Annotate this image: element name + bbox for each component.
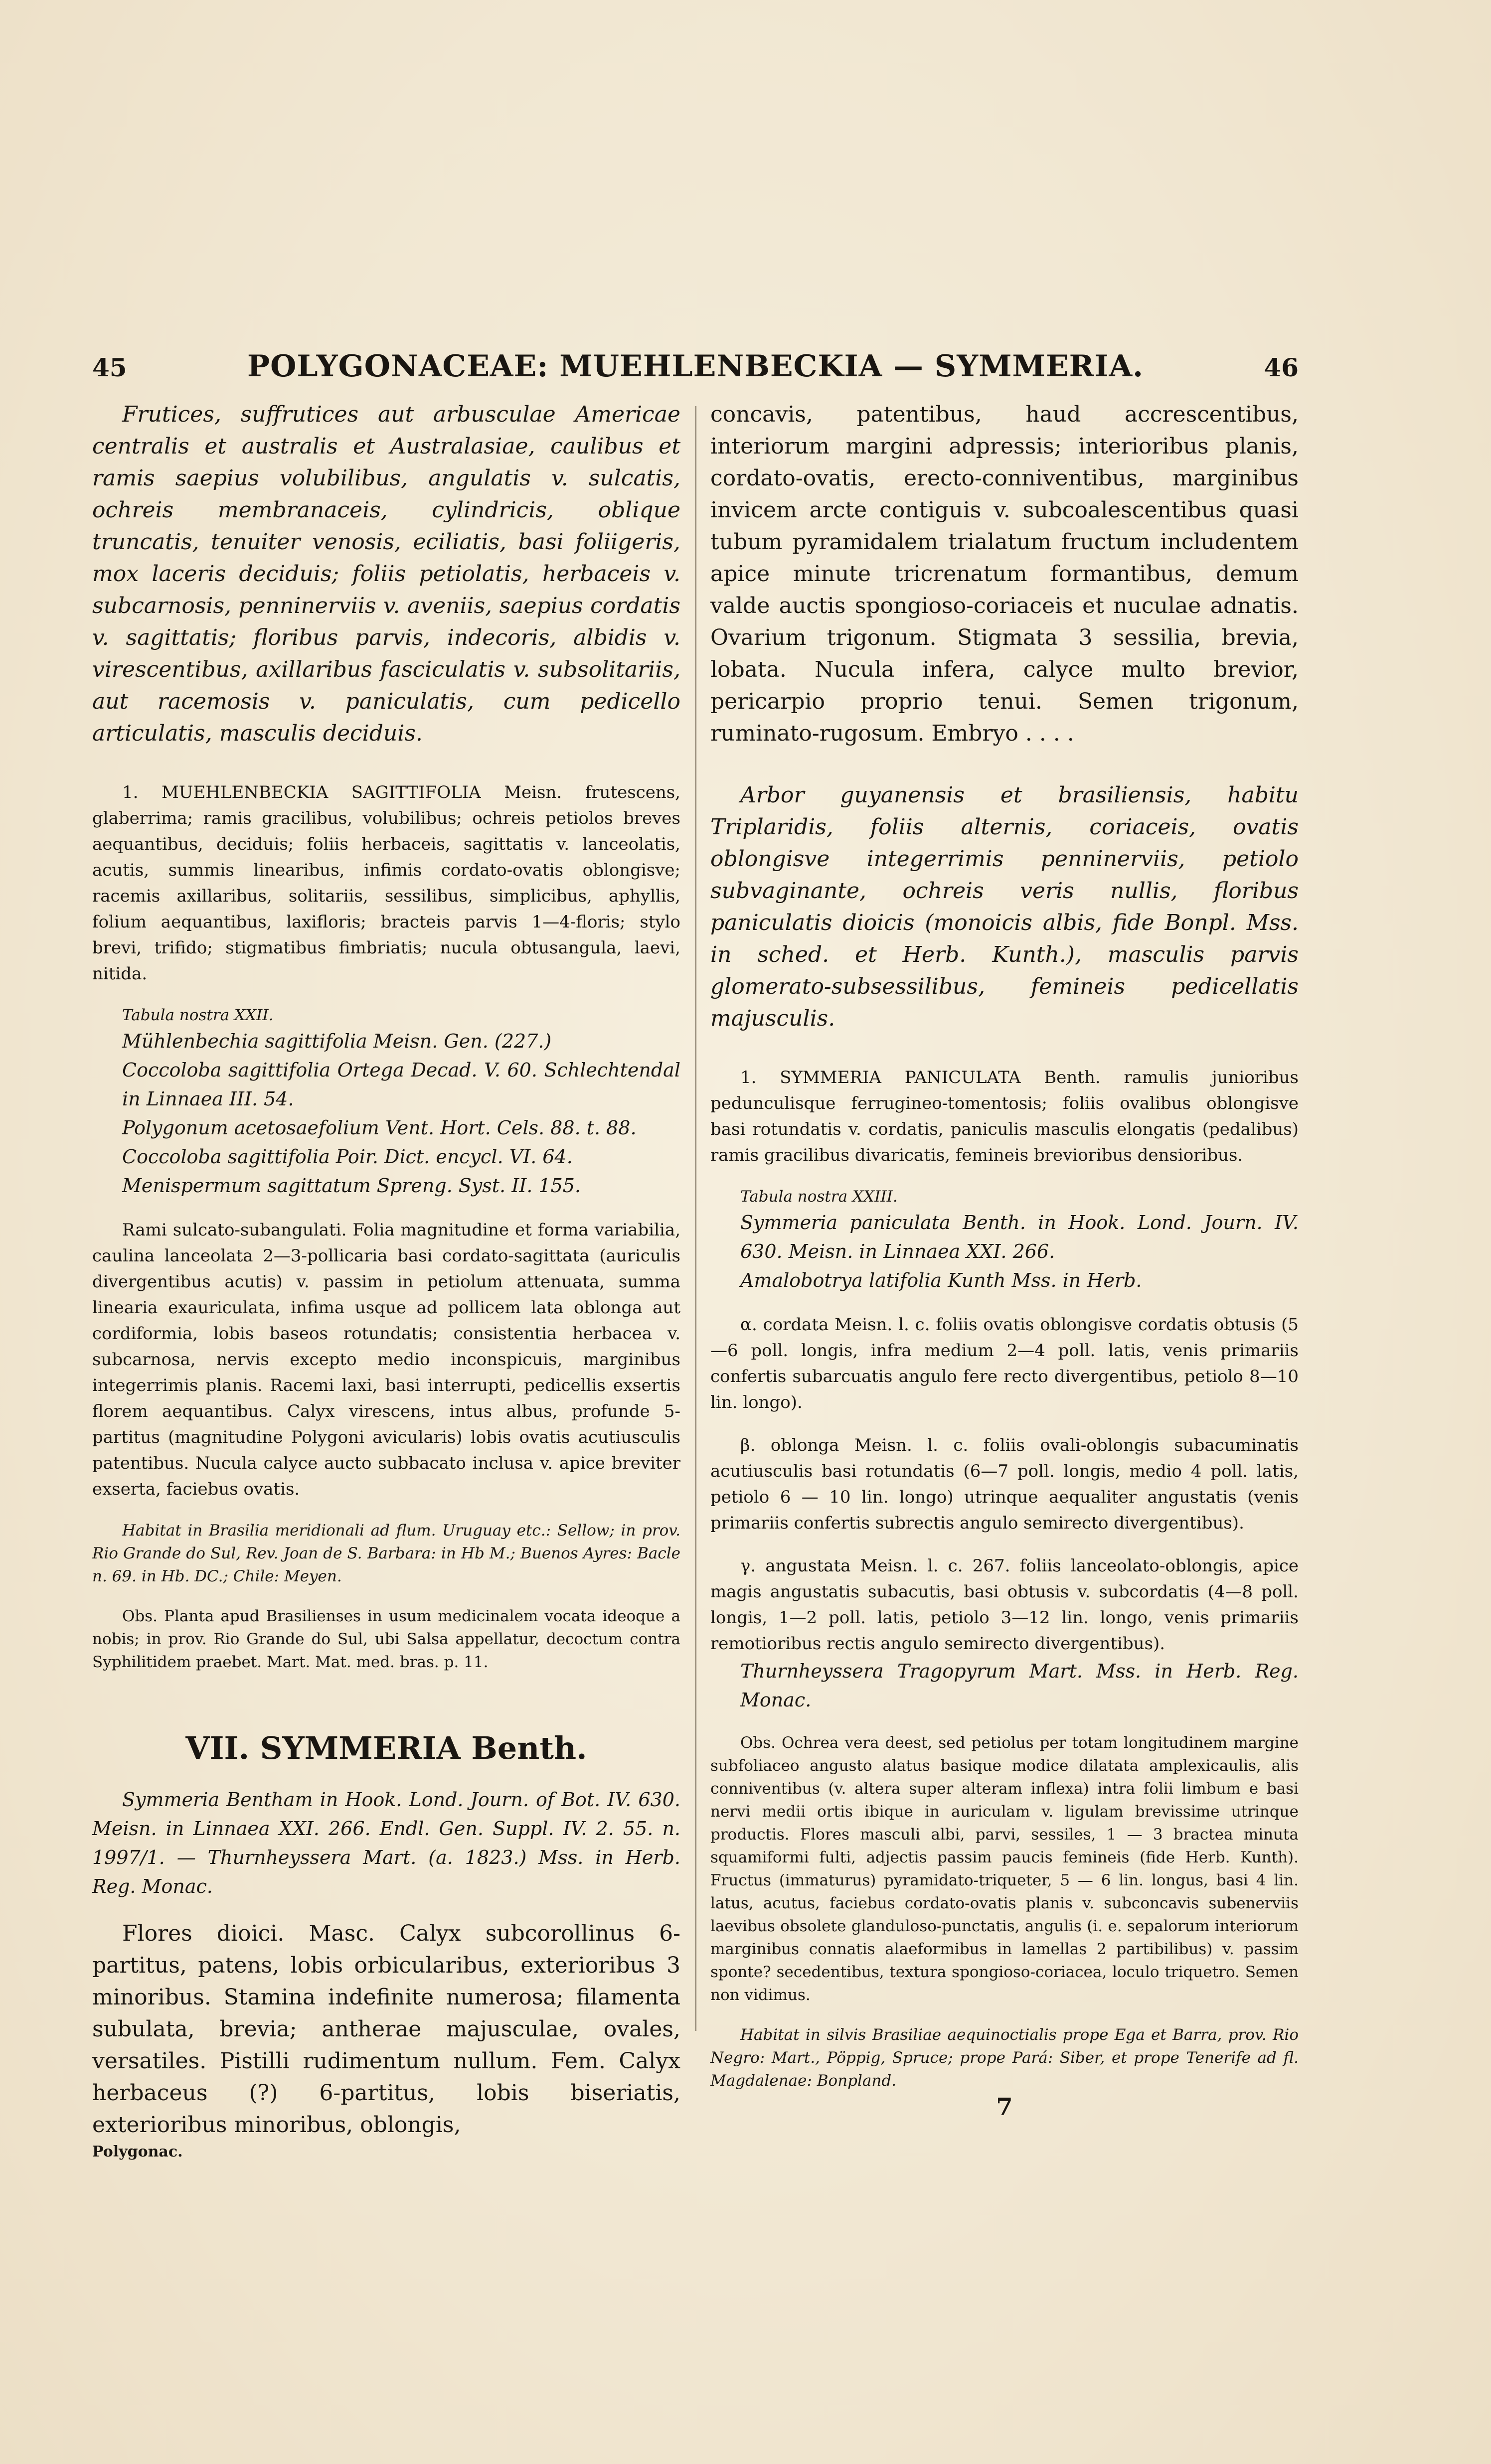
page-number-right: 46 <box>1264 353 1299 382</box>
tabula-reference: Tabula nostra XXIII. <box>740 1188 898 1206</box>
page-number-left: 45 <box>92 353 127 382</box>
genus-intro: Frutices, suffrutices aut arbusculae Americae centralis et australis et Australasiae, caulibus et ramis saepius volubilibus, angulatis v. sulcatis, ochreis membranaceis, cylindricis, oblique truncatis, tenuiter venosis, eciliatis, basi foliigeris, mox laceris deciduis; foliis petiolatis, herbaceis v. subcarnosis, penninerviis v. aveniis, saepius cordatis v. sagittatis; floribus parvis, indecoris, albidis v. virescentibus, axillaribus fasciculatis v. subsolitariis, aut racemosis v. paniculatis, cum pedicello articulatis, masculis deciduis. <box>92 402 680 746</box>
tabula-reference: Tabula nostra XXII. <box>122 1006 274 1024</box>
arbor-description: Arbor guyanensis et brasiliensis, habitu Triplaridis, foliis alternis, coriaceis, ovatis oblongisve integerrimis penninerviis, petiolo subvaginante, ochreis veris nullis, floribus paniculatis dioicis (monoicis albis, fide Bonpl. Mss. in sched. et Herb. Kunth.), masculis parvis glomerato-subsessilibus, femineis pedicellatis majusculis. <box>710 782 1299 1031</box>
left-column <box>92 399 680 2163</box>
genus-description-continued: concavis, patentibus, haud accrescentibus, interiorum margini adpressis; interioribus planis, cordato-ovatis, erecto-conniventibus, marginibus invicem arcte contiguis v. subcoalescentibus quasi tubum pyramidalem trialatum fructum includentem apice minute tricrenatum formantibus, demum valde auctis spongioso-coriaceis et nuculae adnatis. Ovarium trigonum. Stigmata 3 sessilia, brevia, lobata. Nucula infera, calyce multo brevior, pericarpio proprio tenui. Semen trigonum, ruminato-rugosum. Embryo . . . . <box>710 402 1299 746</box>
variety-alpha: α. cordata Meisn. l. c. foliis ovatis oblongisve cordatis obtusis (5—6 poll. longis, infra medium 2—4 poll. latis, venis primariis confertis subarcuatis angulo fere recto divergentibus, petiolo 8—10 lin. longo). <box>710 1315 1299 1412</box>
observation-note: Obs. Ochrea vera deest, sed petiolus per totam longitudinem margine subfoliaceo angusto alatus basique modice dilatata amplexicaulis, alis conniventibus (v. altera super alteram inflexa) intra folii limbum e basi nervi medii ortis ibique in auriculam v. ligulam brevissime utrinque productis. Flores masculi albi, parvi, sessiles, 1 — 3 bractea minuta squamiformi fulti, adjectis passim paucis femineis (fide Herb. Kunth). Fructus (immaturus) pyramidato-triqueter, 5 — 6 lin. longus, basi 4 lin. latus, acutus, faciebus cordato-ovatis planis v. subconcavis subenerviis laevibus obsolete glanduloso-punctatis, angulis (i. e. sepalorum interiorum marginibus connatis alaeformibus in lamellas 2 partibilibus) v. passim sponte? secedentibus, textura spongioso-coriacea, loculo triquetro. Semen non vidimus. <box>710 1734 1299 2004</box>
species-muehlenbeckia-sagittifolia: 1. MUEHLENBECKIA SAGITTIFOLIA Meisn. frutescens, glaberrima; ramis gracilibus, volubilibus; ochreis petiolos breves aequantibus, deciduis; foliis herbaceis, sagittatis v. lanceolatis, acutis, summis linearibus, infimis cordato-ovatis oblongisve; racemis axillaribus, solitariis, sessilibus, simplicibus, aphyllis, folium aequantibus, laxifloris; bracteis parvis 1—4-floris; stylo brevi, trifido; stigmatibus fimbriatis; nucula obtusangula, laevi, nitida. <box>92 782 680 984</box>
synonym: Menispermum sagittatum Spreng. Syst. II. 155. <box>122 1175 581 1197</box>
synonym: Thurnheyssera Tragopyrum Mart. Mss. in Herb. Reg. Monac. <box>740 1660 1299 1711</box>
synonym: Symmeria paniculata Benth. in Hook. Lond. Journ. IV. 630. Meisn. in Linnaea XXI. 266. <box>740 1212 1299 1262</box>
synonym: Polygonum acetosaefolium Vent. Hort. Cels. 88. t. 88. <box>122 1117 637 1139</box>
genus-heading: VII. SYMMERIA Benth. <box>185 1730 587 1766</box>
running-header <box>92 349 1299 389</box>
observation-note: Obs. Planta apud Brasilienses in usum medicinalem vocata ideoque a nobis; in prov. Rio Grande do Sul, ubi Salsa appellatur, decoctum contra Syphilitidem praebet. Mart. Mat. med. bras. p. 11. <box>92 1607 680 1671</box>
synonym: Coccoloba sagittifolia Poir. Dict. encycl. VI. 64. <box>122 1146 573 1168</box>
sheet-number: 7 <box>996 2093 1013 2121</box>
genus-references: Symmeria Bentham in Hook. Lond. Journ. of Bot. IV. 630. Meisn. in Linnaea XXI. 266. Endl. Gen. Suppl. IV. 2. 55. n. 1997/1. — Thurnheyssera Mart. (a. 1823.) Mss. in Herb. Reg. Monac. <box>92 1789 680 1897</box>
right-column <box>710 399 1299 2122</box>
variety-gamma: γ. angustata Meisn. l. c. 267. foliis lanceolato-oblongis, apice magis angustatis subacutis, basi obtusis v. subcordatis (4—8 poll. longis, 1—2 poll. latis, petiolo 3—12 lin. longo, venis primariis remotioribus rectis angulo semirecto divergentibus). <box>710 1556 1299 1654</box>
habitat-note: Habitat in silvis Brasiliae aequinoctialis prope Ega et Barra, prov. Rio Negro: Mart., Pöppig, Spruce; prope Pará: Siber, et prope Tenerife ad fl. Magdalenae: Bonpland. <box>710 2026 1299 2090</box>
signature-mark: Polygonac. <box>92 2143 183 2160</box>
running-title: POLYGONACEAE: MUEHLENBECKIA — SYMMERIA. <box>247 349 1144 384</box>
genus-description: Flores dioici. Masc. Calyx subcorollinus 6-partitus, patens, lobis orbicularibus, exterioribus 3 minoribus. Stamina indefinite numerosa; filamenta subulata, brevia; antherae majusculae, ovales, versatiles. Pistilli rudimentum nullum. Fem. Calyx herbaceus (?) 6-partitus, lobis biseriatis, exterioribus minoribus, oblongis, <box>92 1921 680 2138</box>
species-symmeria-paniculata: 1. SYMMERIA PANICULATA Benth. ramulis junioribus pedunculisque ferrugineo-tomentosis; foliis ovalibus oblongisve basi rotundatis v. cordatis, paniculis masculis elongatis (pedalibus) ramis gracilibus divaricatis, femineis brevioribus densioribus. <box>710 1068 1299 1165</box>
synonym: Coccoloba sagittifolia Ortega Decad. V. 60. Schlechtendal in Linnaea III. 54. <box>122 1059 680 1110</box>
column-divider <box>695 406 696 2031</box>
variety-beta: β. oblonga Meisn. l. c. foliis ovali-oblongis subacuminatis acutiusculis basi rotundatis (6—7 poll. longis, medio 4 poll. latis, petiolo 6 — 10 lin. longo) utrinque aequaliter angustatis (venis primariis confertis subrectis angulo semirecto divergentibus). <box>710 1435 1299 1533</box>
habitat-note: Habitat in Brasilia meridionali ad flum. Uruguay etc.: Sellow; in prov. Rio Grande do Sul, Rev. Joan de S. Barbara: in Hb M.; Buenos Ayres: Bacle n. 69. in Hb. DC.; Chile: Meyen. <box>92 1522 680 1585</box>
synonym: Mühlenbechia sagittifolia Meisn. Gen. (227.) <box>122 1030 552 1052</box>
species-description: Rami sulcato-subangulati. Folia magnitudine et forma variabilia, caulina lanceolata 2—3-pollicaria basi cordato-sagittata (auriculis divergentibus acutis) v. passim in petiolum attenuata, summa linearia exauriculata, infima usque ad pollicem lata oblonga aut cordiformia, lobis baseos rotundatis; consistentia herbacea v. subcarnosa, nervis excepto medio inconspicuis, marginibus integerrimis planis. Racemi laxi, basi interrupti, pedicellis exsertis florem aequantibus. Calyx virescens, intus albus, profunde 5-partitus (magnitudine Polygoni avicularis) lobis ovatis acutiusculis patentibus. Nucula calyce aucto subbacato inclusa v. apice breviter exserta, faciebus ovatis. <box>92 1220 680 1499</box>
synonym: Amalobotrya latifolia Kunth Mss. in Herb. <box>740 1269 1142 1291</box>
